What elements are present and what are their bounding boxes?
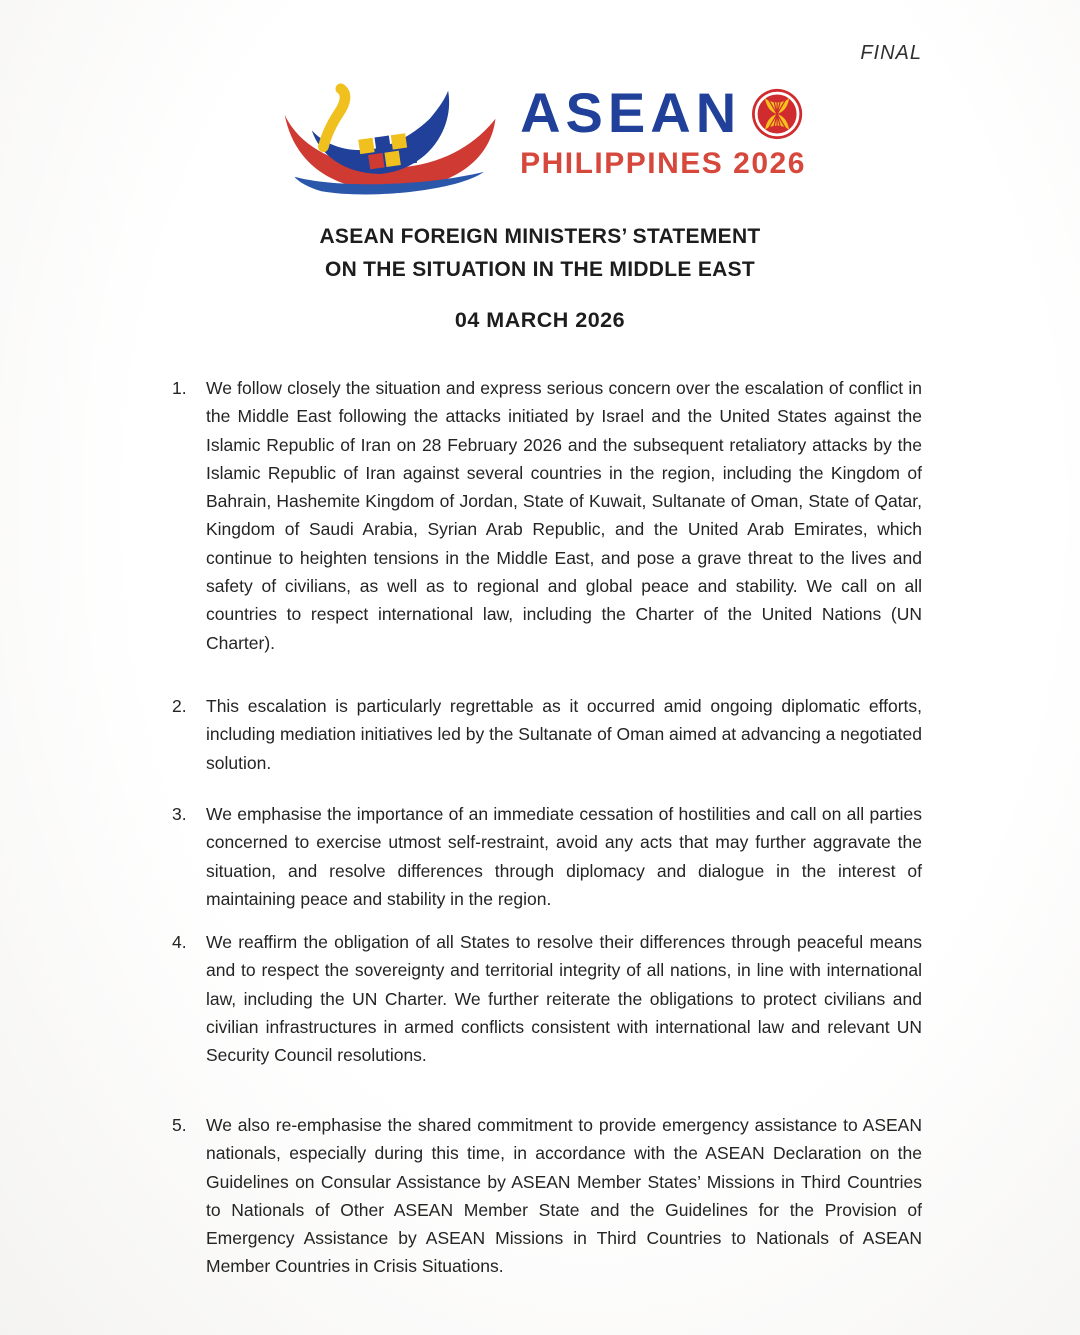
logo-philippines-2026-text: PHILIPPINES 2026 [520,147,806,180]
asean-philippines-2026-logo [274,82,806,200]
asean-emblem-icon [751,88,803,140]
paragraph-number: 5. [172,1115,187,1135]
paragraph-5 [172,1111,922,1281]
paragraph-2 [172,692,922,777]
document-title [0,220,1080,286]
paragraph-text: We follow closely the situation and express serious concern over the escalation of conflict in the Middle East following the attacks initiated by Israel and the United States against the Islamic Republic of Iran on 28 February 2026 and the subsequent retaliatory attacks by the Islamic Republic of Iran against several countries in the region, including the Kingdom of Bahrain, Hashemite Kingdom of Jordan, State of Kuwait, Sultanate of Oman, State of Qatar, Kingdom of Saudi Arabia, Syrian Arab Republic, and the United Arab Emirates, which continue to heighten tensions in the Middle East, and pose a grave threat to the lives and safety of civilians, as well as to regional and global peace and stability. We call on all countries to respect international law, including the Charter of the United Nations (UN Charter). [206,378,922,653]
paragraph-text: We reaffirm the obligation of all States to resolve their differences through peaceful means and to respect the sovereignty and territorial integrity of all nations, in line with international law, including the UN Charter. We further reiterate the obligations to protect civilians and civilian infrastructures in armed conflicts consistent with international law and relevant UN Security Council resolutions. [206,932,922,1066]
logo-wordmark [520,81,806,180]
paragraph-number: 4. [172,932,187,952]
paragraph-number: 2. [172,696,187,716]
boat-logo-icon [274,82,506,198]
document-title-line2: ON THE SITUATION IN THE MIDDLE EAST [324,258,756,281]
final-label: FINAL [860,42,922,64]
paragraph-number: 1. [172,378,187,398]
logo-asean-text: ASEAN [520,81,742,144]
paragraph-text: We emphasise the importance of an immediate cessation of hostilities and call on all parties concerned to exercise utmost self-restraint, avoid any acts that may further aggravate the situation, and resolve differences through diplomacy and dialogue in the interest of maintaining peace and stability in the region. [206,804,922,909]
paragraph-text: This escalation is particularly regrettable as it occurred amid ongoing diplomatic efforts, including mediation initiatives led by the Sultanate of Oman aimed at advancing a negotiated solution. [206,696,923,773]
paragraph-text: We also re-emphasise the shared commitment to provide emergency assistance to ASEAN nationals, especially during this time, in accordance with the ASEAN Declaration on the Guidelines on Consular Assistance by ASEAN Member States’ Missions in Third Countries to Nationals of Other ASEAN Member State and the Guidelines for the Provision of Emergency Assistance by ASEAN Missions in Third Countries to Nationals of ASEAN Member Countries in Crisis Situations. [206,1115,922,1277]
paragraph-number: 3. [172,804,187,824]
paragraph-4 [172,928,922,1069]
document-date: 04 MARCH 2026 [454,308,626,332]
document-title-line1: ASEAN FOREIGN MINISTERS’ STATEMENT [319,225,761,248]
paragraph-3 [172,800,922,913]
paragraph-1 [172,374,922,657]
